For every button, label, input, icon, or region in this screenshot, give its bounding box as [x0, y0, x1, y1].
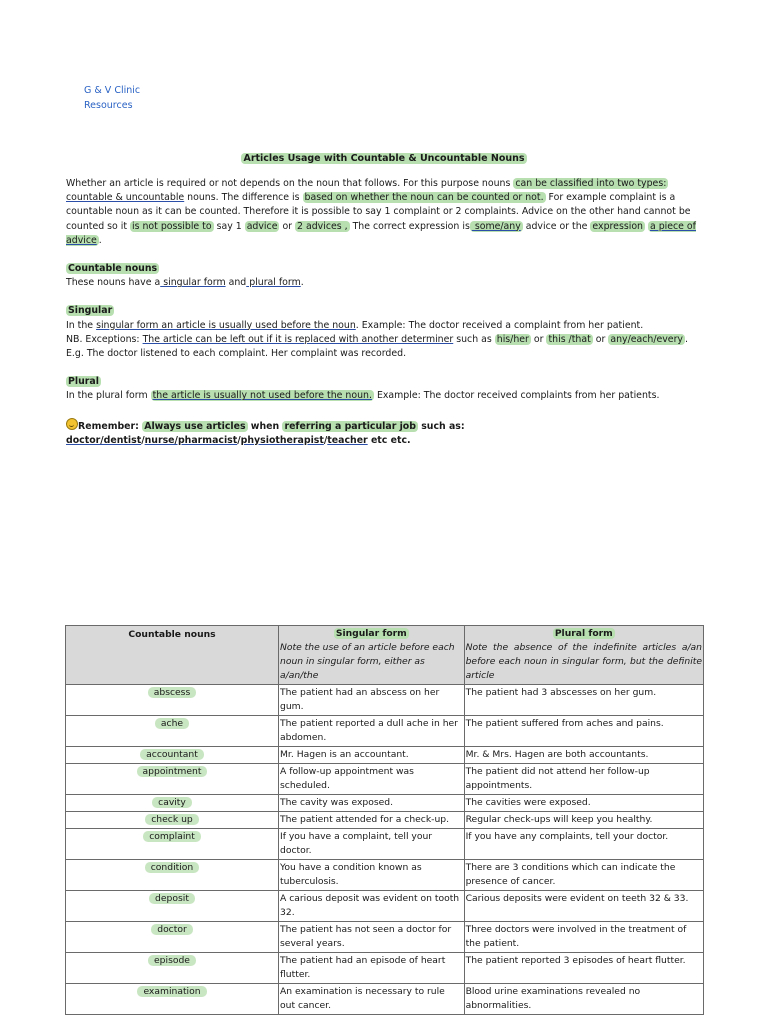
- job-underline: nurse/pharmacist: [144, 434, 238, 446]
- singular-text: or: [592, 333, 609, 345]
- singular-cell: The patient has not seen a doctor for several years.: [279, 922, 465, 953]
- singular-cell: The patient had an abscess on her gum.: [279, 685, 465, 716]
- plural-cell: If you have any complaints, tell your doctor.: [464, 829, 703, 860]
- remember-highlight: Always use articles: [144, 420, 246, 432]
- plural-cell: There are 3 conditions which can indicate the presence of cancer.: [464, 860, 703, 891]
- noun-label: ache: [155, 718, 189, 729]
- singular-text: In the: [66, 319, 97, 331]
- intro-text: For example complaint is a countable noun as it can be counted. Therefore it is possible to say 1 complaint or 2 complaints. Advice on the other hand cannot be counted so it: [66, 192, 691, 232]
- intro-text: nouns. The difference is: [184, 192, 303, 204]
- table-row: [66, 716, 704, 747]
- plural-section: [66, 375, 706, 403]
- intro-highlight: can be classified into two types:: [515, 178, 667, 189]
- noun-label: examination: [137, 986, 206, 997]
- intro-text: advice or the: [522, 220, 591, 232]
- plural-heading: Plural: [68, 376, 99, 388]
- job-sep: /: [237, 434, 241, 446]
- document-body: [66, 177, 706, 448]
- noun-cell: [66, 829, 279, 860]
- noun-label: cavity: [152, 797, 192, 808]
- noun-cell: [66, 685, 279, 716]
- singular-highlight: this /that: [548, 333, 591, 345]
- noun-cell: [66, 764, 279, 795]
- remember-text: such as:: [417, 420, 465, 432]
- noun-cell: [66, 953, 279, 984]
- noun-label: condition: [145, 862, 199, 873]
- countable-underline: singular form: [160, 277, 226, 289]
- singular-cell: The cavity was exposed.: [279, 795, 465, 812]
- noun-label: doctor: [151, 924, 193, 935]
- resources-link[interactable]: Resources: [84, 100, 133, 111]
- singular-cell: Mr. Hagen is an accountant.: [279, 747, 465, 764]
- remember-text: etc etc.: [367, 434, 411, 446]
- intro-text: or: [279, 220, 296, 232]
- intro-text: say 1: [213, 220, 245, 232]
- countable-underline: plural form: [246, 277, 301, 289]
- intro-paragraph: [66, 177, 706, 248]
- singular-text: or: [530, 333, 547, 345]
- col-singular-form: [279, 626, 465, 685]
- plural-cell: The patient suffered from aches and pains.: [464, 716, 703, 747]
- plural-underline: the article is usually not used before the noun.: [152, 390, 372, 402]
- plural-cell: Mr. & Mrs. Hagen are both accountants.: [464, 747, 703, 764]
- intro-highlight: expression: [592, 220, 643, 232]
- col-plural-title: Plural form: [554, 628, 613, 639]
- plural-cell: The patient did not attend her follow-up appointments.: [464, 764, 703, 795]
- singular-text: NB. Exceptions:: [66, 333, 143, 345]
- table-row: [66, 747, 704, 764]
- table-body: [66, 685, 704, 1015]
- job-underline: teacher: [327, 434, 368, 446]
- intro-text: The correct expression is: [349, 220, 470, 232]
- table-row: [66, 812, 704, 829]
- noun-label: abscess: [148, 687, 197, 698]
- noun-cell: [66, 716, 279, 747]
- noun-label: accountant: [140, 749, 204, 760]
- remember-highlight: referring a particular job: [284, 420, 416, 432]
- job-sep: /: [323, 434, 328, 446]
- singular-highlight: his/her: [496, 333, 529, 345]
- countable-text: These nouns have a: [66, 277, 161, 289]
- noun-cell: [66, 747, 279, 764]
- noun-label: check up: [145, 814, 198, 825]
- intro-underline: countable & uncountable: [66, 192, 185, 204]
- plural-cell: Regular check-ups will keep you healthy.: [464, 812, 703, 829]
- noun-cell: [66, 795, 279, 812]
- job-underline: doctor/dentist: [66, 434, 142, 446]
- singular-heading: Singular: [68, 305, 113, 317]
- noun-label: appointment: [137, 766, 208, 777]
- noun-label: complaint: [143, 831, 201, 842]
- countable-heading: Countable nouns: [68, 263, 158, 275]
- intro-highlight: is not possible to: [132, 220, 212, 232]
- intro-highlight: advice: [246, 220, 278, 232]
- singular-cell: If you have a complaint, tell your doctor.: [279, 829, 465, 860]
- title-text: Articles Usage with Countable & Uncountable Nouns: [243, 153, 525, 164]
- singular-underline: singular form an article is usually used before the noun: [96, 319, 356, 331]
- table-row: [66, 764, 704, 795]
- table-row: [66, 984, 704, 1015]
- table-header: [66, 626, 704, 685]
- table-row: [66, 860, 704, 891]
- noun-cell: [66, 984, 279, 1015]
- singular-cell: The patient attended for a check-up.: [279, 812, 465, 829]
- noun-cell: [66, 922, 279, 953]
- intro-highlight: some/any: [471, 220, 521, 232]
- noun-label: episode: [148, 955, 196, 966]
- singular-highlight: any/each/every: [610, 333, 683, 345]
- noun-cell: [66, 860, 279, 891]
- page-title: [0, 153, 768, 164]
- job-sep: /: [141, 434, 145, 446]
- noun-label: deposit: [149, 893, 195, 904]
- job-underline: physiotherapist: [240, 434, 324, 446]
- singular-cell: The patient had an episode of heart flutter.: [279, 953, 465, 984]
- singular-text: . Example: The doctor received a complaint from her patient.: [355, 319, 644, 331]
- singular-text: such as: [453, 333, 495, 345]
- col-plural-note: Note the absence of the indefinite articles a/an before each noun in singular form, but the definite article: [465, 642, 702, 681]
- table-row: [66, 829, 704, 860]
- table-row: [66, 922, 704, 953]
- table-row: [66, 891, 704, 922]
- singular-cell: A follow-up appointment was scheduled.: [279, 764, 465, 795]
- header-links: [84, 83, 140, 113]
- countable-section: [66, 262, 706, 290]
- remember-text: when: [247, 420, 283, 432]
- plural-cell: The patient reported 3 episodes of heart flutter.: [464, 953, 703, 984]
- intro-text: Whether an article is required or not depends on the noun that follows. For this purpose nouns: [66, 178, 514, 189]
- plural-text: In the plural form: [66, 390, 151, 402]
- noun-cell: [66, 812, 279, 829]
- nouns-table: [65, 625, 704, 1015]
- col-plural-form: [464, 626, 703, 685]
- singular-section: [66, 304, 706, 361]
- countable-text: .: [300, 277, 304, 289]
- plural-text: Example: The doctor received complaints from her patients.: [373, 390, 660, 402]
- plural-cell: The patient had 3 abscesses on her gum.: [464, 685, 703, 716]
- table-row: [66, 953, 704, 984]
- intro-highlight: based on whether the noun can be counted or not.: [304, 192, 544, 204]
- countable-text: and: [225, 277, 247, 289]
- noun-cell: [66, 891, 279, 922]
- singular-underline: The article can be left out if it is replaced with another determiner: [142, 333, 454, 345]
- plural-cell: Blood urine examinations revealed no abnormalities.: [464, 984, 703, 1015]
- clinic-link[interactable]: G & V Clinic: [84, 85, 141, 96]
- intro-text: .: [98, 234, 102, 246]
- singular-text: . E.g. The doctor listened to each complaint. Her complaint was recorded.: [66, 333, 688, 360]
- intro-highlight: a piece of advice: [66, 220, 696, 246]
- singular-cell: An examination is necessary to rule out cancer.: [279, 984, 465, 1015]
- col-singular-note: Note the use of an article before each noun in singular form, either as a/an/the: [280, 642, 455, 681]
- col-countable-nouns: Countable nouns: [66, 626, 279, 685]
- remember-section: [66, 418, 706, 448]
- smiley-icon: [66, 418, 78, 430]
- table-row: [66, 795, 704, 812]
- intro-highlight: 2 advices ,: [297, 220, 348, 232]
- singular-cell: The patient reported a dull ache in her abdomen.: [279, 716, 465, 747]
- singular-cell: A carious deposit was evident on tooth 32.: [279, 891, 465, 922]
- col-singular-title: Singular form: [335, 628, 407, 639]
- plural-cell: The cavities were exposed.: [464, 795, 703, 812]
- plural-cell: Carious deposits were evident on teeth 32 & 33.: [464, 891, 703, 922]
- table-row: [66, 685, 704, 716]
- plural-cell: Three doctors were involved in the treatment of the patient.: [464, 922, 703, 953]
- singular-cell: You have a condition known as tuberculosis.: [279, 860, 465, 891]
- remember-text: Remember:: [78, 420, 143, 432]
